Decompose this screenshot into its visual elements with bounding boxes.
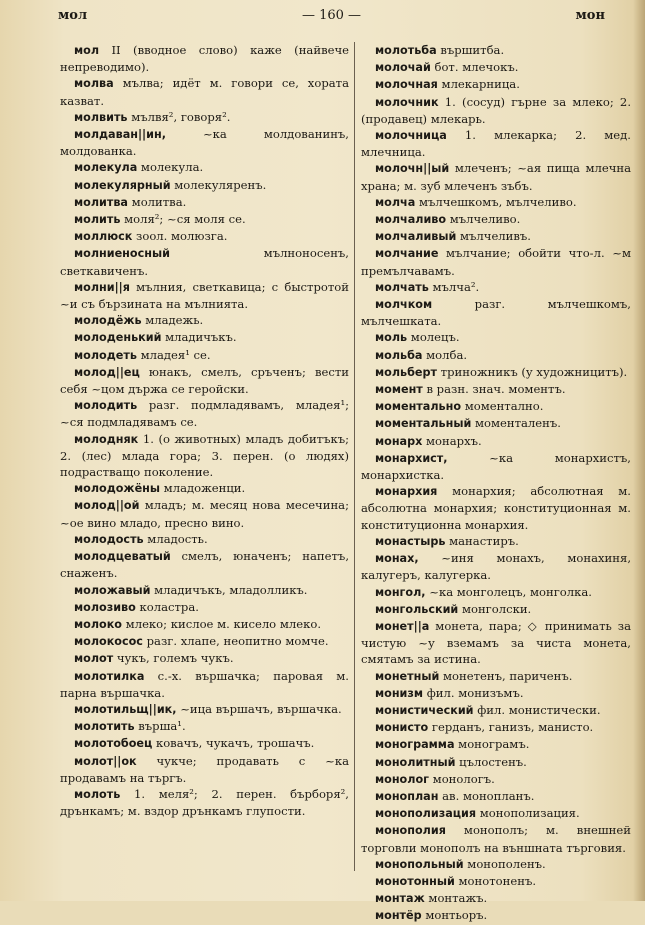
- dictionary-entry: молоко млеко; кислое м. кисело млеко.: [74, 616, 322, 631]
- dictionary-entry: молоденький младичъкъ.: [74, 330, 237, 345]
- dictionary-entry: молодожёны младоженци.: [74, 481, 246, 496]
- dictionary-entry: монотонный монотоненъ.: [375, 873, 537, 888]
- dictionary-entry: молекула молекула.: [74, 160, 204, 175]
- header-left-guideword: мол: [58, 8, 88, 23]
- dictionary-entry: монолитный цълостенъ.: [375, 754, 527, 769]
- dictionary-entry: монет||а монета, пара; ◇ принимать за чистую ~у вземамъ за чиста монета, смятамъ за истина.: [361, 618, 631, 667]
- dictionary-entry: моль молецъ.: [375, 330, 460, 345]
- dictionary-entry: монтёр монтьоръ.: [375, 908, 488, 923]
- dictionary-entry: молоть 1. меля²; 2. перен. бърборя², дрънкамъ; м. вздор дрънкамъ глупости.: [60, 786, 349, 819]
- dictionary-entry: молотобоец ковачъ, чукачъ, трошачъ.: [74, 736, 315, 751]
- dictionary-entry: монархия монархия; абсолютная м. абсолютна монархия; конституционная м. конституционна монархия.: [361, 484, 631, 532]
- dictionary-entry: молочница 1. млекарка; 2. мед. млечница.: [361, 128, 631, 160]
- dictionary-entry: моллюск зоол. молюзга.: [74, 229, 228, 244]
- dictionary-entry: монизм фил. монизъмъ.: [375, 685, 524, 700]
- right-column: [361, 42, 631, 923]
- page-header: [58, 8, 605, 28]
- dictionary-entry: молчаливый мълчеливъ.: [375, 229, 531, 244]
- dictionary-entry: монопольный монополенъ.: [375, 856, 546, 871]
- dictionary-entry: молва мълва; идёт м. говори се, хората казват.: [60, 76, 349, 108]
- dictionary-entry: молотьба вършитба.: [375, 43, 505, 57]
- dictionary-entry: молод||ой младъ; м. месяц нова месечина; ~ое вино младо, пресно вино.: [60, 498, 349, 530]
- dictionary-entry: молвить мълвя², говоря².: [74, 109, 231, 124]
- dictionary-entry: молотилка с.-х. вършачка; паровая м. парна вършачка.: [60, 668, 349, 700]
- page-edge-shadow: [633, 0, 645, 901]
- dictionary-entry: молить моля²; ~ся моля се.: [74, 212, 246, 227]
- dictionary-entry: моноплан ав. монопланъ.: [375, 788, 535, 803]
- dictionary-entry: молчание мълчание; обойти что-л. ~м премълчавамъ.: [361, 246, 631, 278]
- dictionary-entry: молозиво коластра.: [74, 599, 199, 614]
- dictionary-entry: молдаван||ин, ~ка молдованинъ, молдованка.: [60, 127, 349, 159]
- dictionary-entry: молочная млекарница.: [375, 77, 520, 92]
- dictionary-entry: молчаливо мълчеливо.: [375, 212, 521, 227]
- header-right-guideword: мон: [575, 8, 605, 23]
- dictionary-entry: молчком разг. мълчешкомъ, мълчешката.: [361, 297, 631, 329]
- dictionary-entry: монгольский монголски.: [375, 601, 532, 616]
- dictionary-entry: монарх монархъ.: [375, 433, 482, 448]
- dictionary-entry: молни||я мълния, светкавица; с быстротой ~и съ бързината на мълнията.: [60, 279, 349, 312]
- left-column: [60, 42, 349, 871]
- dictionary-entry: молча мълчешкомъ, мълчеливо.: [375, 194, 577, 209]
- dictionary-entry: монополия монополъ; м. внешней торговли монополъ на външната търговия.: [361, 823, 631, 855]
- dictionary-entry: монгол, ~ка монголецъ, монголка.: [375, 584, 592, 599]
- dictionary-entry: молодить разг. подмладявамъ, младея¹; ~ся подмладявамъ се.: [60, 398, 349, 430]
- dictionary-entry: молот чукъ, големъ чукъ.: [74, 651, 234, 666]
- dictionary-entry: молчать мълча².: [375, 279, 480, 294]
- dictionary-entry: мольба молба.: [375, 347, 468, 362]
- dictionary-entry: монетный монетенъ, париченъ.: [375, 668, 573, 683]
- dictionary-entry: молодеть младея¹ се.: [74, 347, 211, 362]
- dictionary-entry: момент в разн. знач. моментъ.: [375, 382, 566, 397]
- dictionary-entry: молодёжь младежь.: [74, 313, 204, 328]
- dictionary-entry: моложавый младичъкъ, младолликъ.: [74, 582, 308, 597]
- dictionary-entry: молокосос разг. хлапе, неопитно момче.: [74, 634, 329, 649]
- dictionary-entry: мольберт триножникъ (у художницитъ).: [375, 364, 628, 379]
- dictionary-entry: молотить вършa¹.: [74, 719, 186, 734]
- dictionary-entry: молекулярный молекуляренъ.: [74, 177, 267, 192]
- dictionary-entry: монтаж монтажъ.: [375, 891, 488, 906]
- dictionary-entry: молодняк 1. (о животных) младъ добитъкъ; 2. (лес) млада гора; 3. перен. (о людях) подрастващо поколение.: [60, 431, 349, 480]
- dictionary-entry: молочай бот. млечокъ.: [375, 60, 519, 75]
- dictionary-entry: монолог монологъ.: [375, 771, 495, 786]
- dictionary-entry: молочник 1. (сосуд) гърне за млеко; 2. (продавец) млекарь.: [361, 94, 631, 126]
- dictionary-entry: монах, ~иня монахъ, монахиня, калугеръ, калугерка.: [361, 551, 631, 583]
- dictionary-entry: молниеносный мълноносенъ, светкавиченъ.: [60, 246, 349, 278]
- dictionary-entry: мол II (вводное слово) каже (найвече непреводимо).: [60, 43, 349, 75]
- dictionary-entry: молод||ец юнакъ, смелъ, сръченъ; вести себя ~цом държа се геройски.: [60, 364, 349, 397]
- column-divider: [354, 42, 355, 871]
- dictionary-entry: молодость младость.: [74, 531, 208, 546]
- dictionary-entry: монистический фил. монистически.: [375, 702, 601, 717]
- dictionary-entry: молотильщ||ик, ~ица вършачъ, вършачка.: [74, 701, 342, 716]
- dictionary-entry: моментально моментално.: [375, 399, 544, 414]
- dictionary-entry: молитва молитва.: [74, 194, 187, 209]
- dictionary-entry: моментальный моменталенъ.: [375, 416, 561, 431]
- dictionary-entry: молот||ок чукче; продавать с ~ка продавамъ на търгъ.: [60, 753, 349, 785]
- dictionary-entry: монастырь манастиръ.: [375, 533, 519, 548]
- dictionary-entry: монограмма монограмъ.: [375, 737, 530, 752]
- dictionary-entry: монисто герданъ, ганизъ, манисто.: [375, 720, 594, 735]
- dictionary-entry: молодцеватый смелъ, юначенъ; напетъ, снаженъ.: [60, 549, 349, 581]
- dictionary-entry: монополизация монополизация.: [375, 806, 580, 821]
- dictionary-entry: монархист, ~ка монархистъ, монархистка.: [361, 450, 631, 483]
- page-number: — 160 —: [301, 8, 362, 23]
- dictionary-entry: молочн||ый млеченъ; ~ая пища млечна храна; м. зуб млеченъ зъбъ.: [361, 161, 631, 193]
